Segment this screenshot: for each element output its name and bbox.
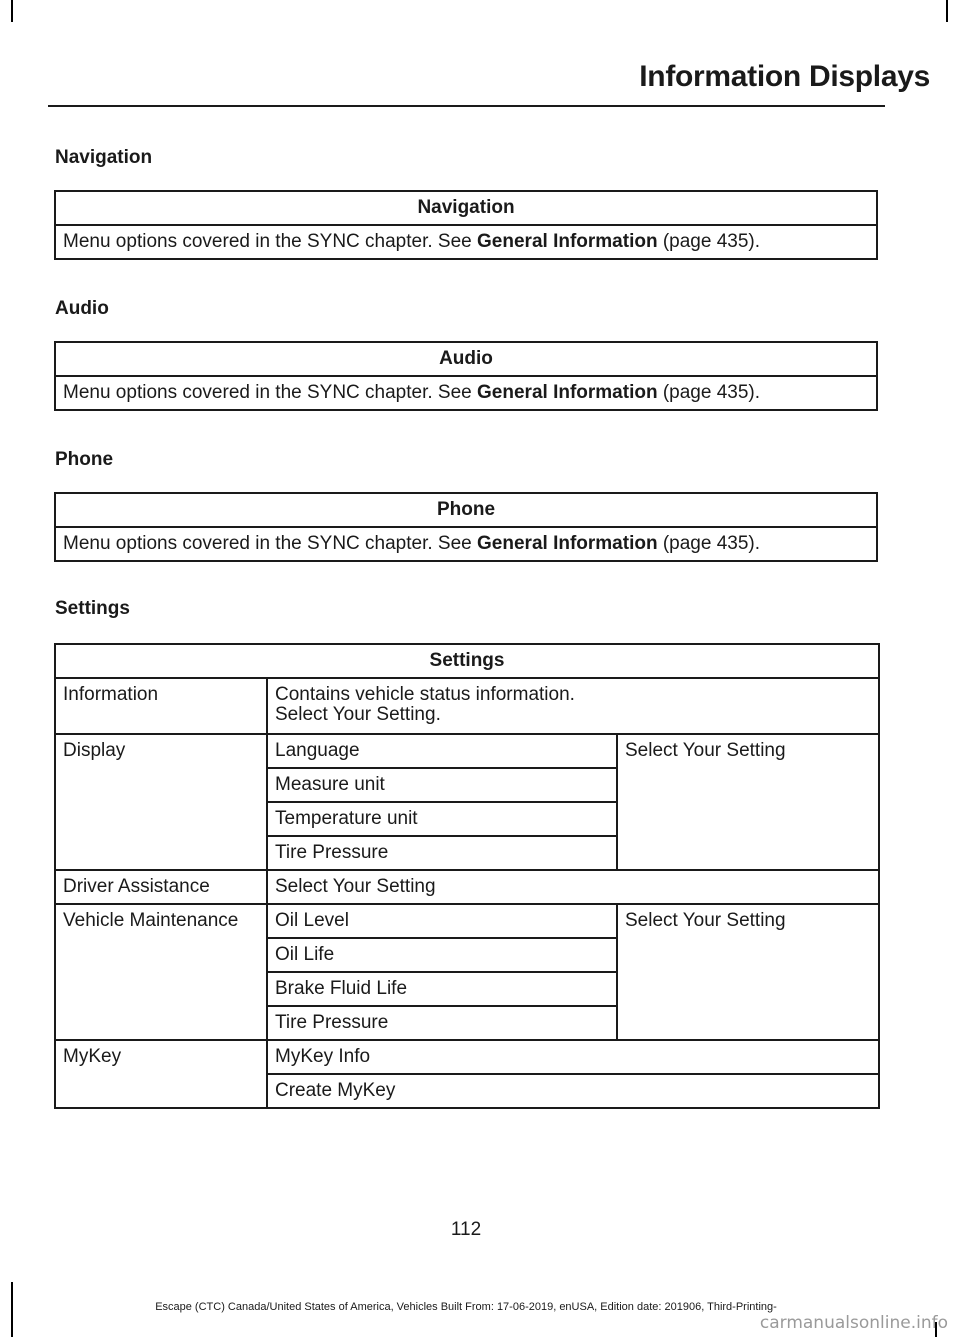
navigation-table <box>54 190 878 260</box>
crop-mark-top-right <box>946 0 948 22</box>
settings-item: Temperature unit <box>267 802 617 836</box>
general-information-link[interactable]: General Information <box>477 382 658 403</box>
settings-action: Select Your Setting <box>617 904 879 1040</box>
watermark: carmanualsonline.info <box>759 1313 948 1333</box>
audio-table-row: Menu options covered in the SYNC chapter. See General Information (page 435). <box>55 376 877 410</box>
settings-label-display: Display <box>55 734 267 870</box>
audio-table-header: Audio <box>55 342 877 376</box>
settings-item: MyKey Info <box>267 1040 879 1074</box>
audio-heading: Audio <box>55 298 109 319</box>
navigation-table-row: Menu options covered in the SYNC chapter. See General Information (page 435). <box>55 225 877 259</box>
settings-table <box>54 643 880 1109</box>
page-title: Information Displays <box>639 60 930 93</box>
settings-information-description: Contains vehicle status information. Select Your Setting. <box>267 678 879 734</box>
settings-label-mykey: MyKey <box>55 1040 267 1108</box>
general-information-link[interactable]: General Information <box>477 533 658 554</box>
navigation-heading: Navigation <box>55 147 153 168</box>
settings-item: Oil Level <box>267 904 617 938</box>
settings-item: Create MyKey <box>267 1074 879 1108</box>
phone-table <box>54 492 878 562</box>
settings-label-driver-assistance: Driver Assistance <box>55 870 267 904</box>
page-number: 112 <box>450 1219 482 1240</box>
general-information-link[interactable]: General Information <box>477 231 658 252</box>
settings-action: Select Your Setting <box>617 734 879 870</box>
settings-label-vehicle-maintenance: Vehicle Maintenance <box>55 904 267 1040</box>
settings-item: Measure unit <box>267 768 617 802</box>
crop-mark-top-left <box>11 0 13 22</box>
navigation-table-header: Navigation <box>55 191 877 225</box>
settings-table-header: Settings <box>55 644 879 678</box>
settings-label-information: Information <box>55 678 267 734</box>
settings-item: Tire Pressure <box>267 836 617 870</box>
phone-heading: Phone <box>55 449 114 470</box>
footer-text: Escape (CTC) Canada/United States of America, Vehicles Built From: 17-06-2019, enUSA, Edition date: 201906, Third-Printing- <box>155 1301 777 1313</box>
audio-table <box>54 341 878 411</box>
phone-table-header: Phone <box>55 493 877 527</box>
header-rule <box>48 105 885 107</box>
settings-item: Oil Life <box>267 938 617 972</box>
settings-item: Tire Pressure <box>267 1006 617 1040</box>
phone-table-row: Menu options covered in the SYNC chapter. See General Information (page 435). <box>55 527 877 561</box>
settings-item: Language <box>267 734 617 768</box>
settings-action: Select Your Setting <box>267 870 879 904</box>
settings-heading: Settings <box>55 598 130 619</box>
settings-item: Brake Fluid Life <box>267 972 617 1006</box>
